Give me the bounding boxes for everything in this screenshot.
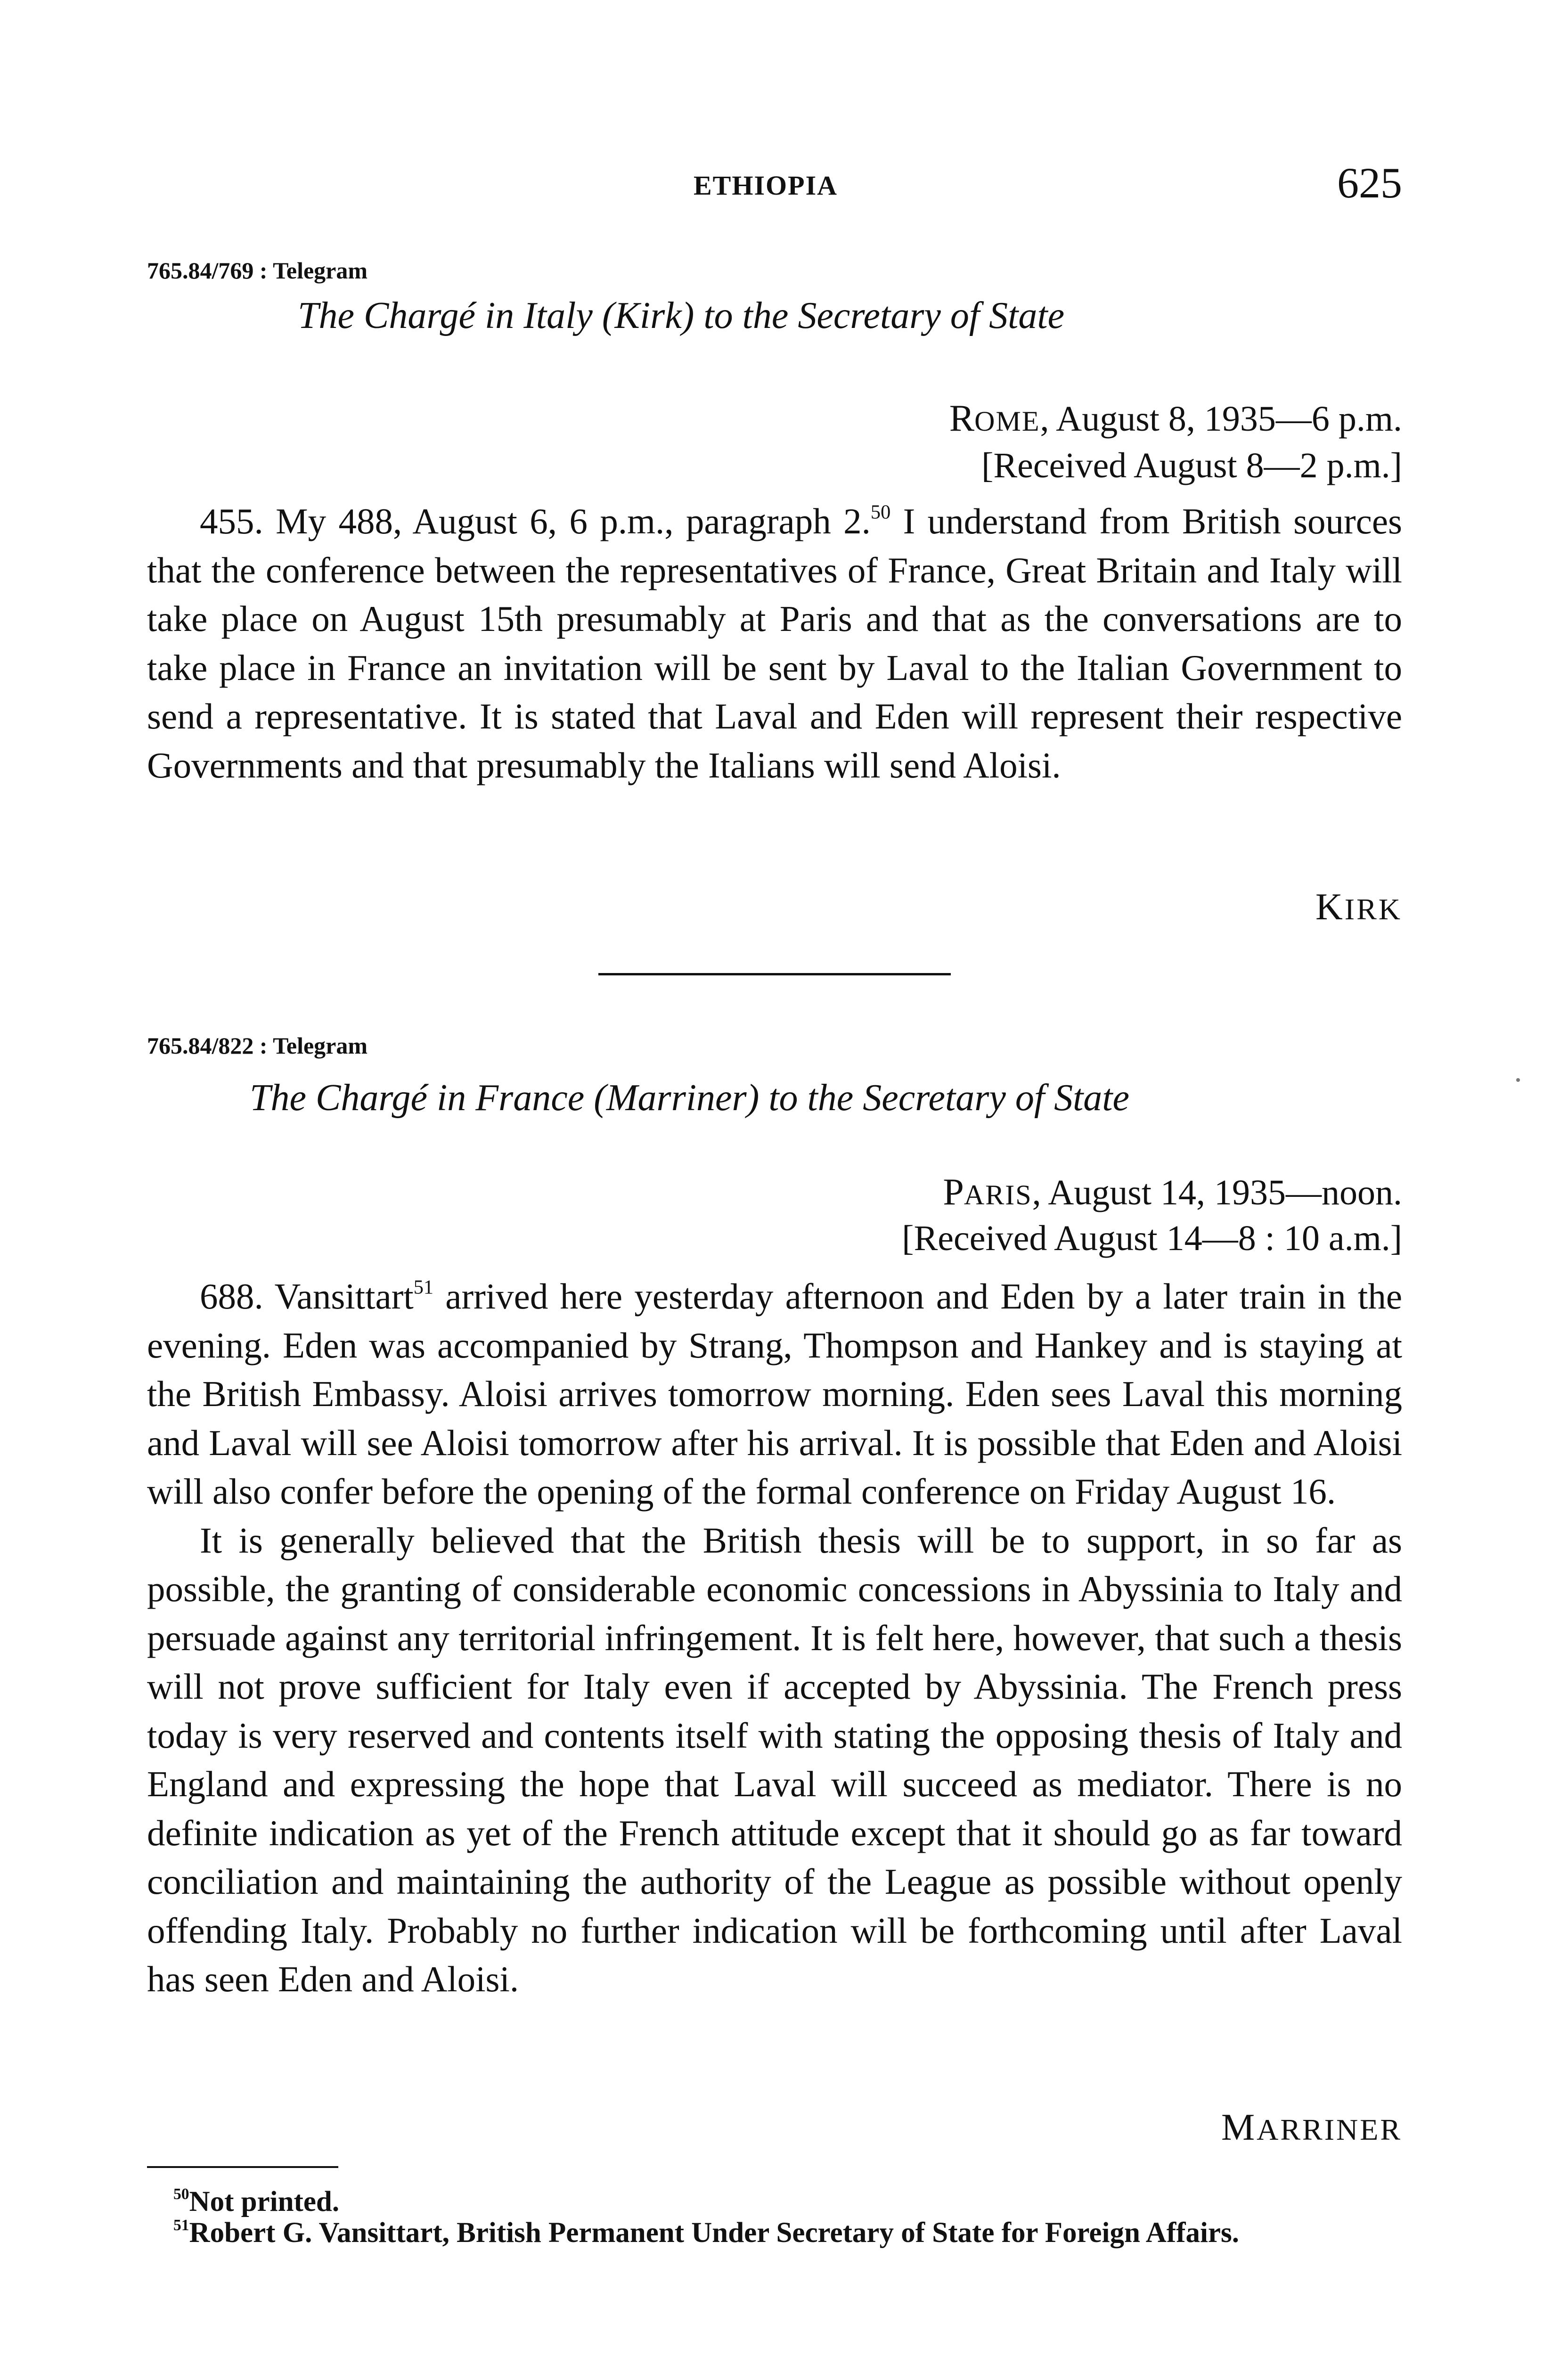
paragraph-lead: 688. Vansittart (200, 1276, 414, 1317)
paragraph (147, 497, 1402, 790)
place-rest: OME (974, 406, 1040, 437)
footnote-ref: 51 (413, 1276, 434, 1299)
place-initial: R (949, 398, 975, 439)
paragraph-text: arrived here yesterday afternoon and Eden by a later train in the evening. Eden was accompanied by Strang, Thompson and Hankey and is staying at the British Embassy. Aloisi arrives tomorrow morning. Eden sees Laval this morning and Laval will see Aloisi tomorrow after his arrival. It is possible that Eden and Aloisi will also confer before the opening of the formal conference on Friday August 16. (147, 1276, 1402, 1512)
footnote (147, 2217, 1402, 2249)
page-speck (1516, 1078, 1520, 1082)
footnote-text: Not printed. (189, 2186, 340, 2217)
footnote-number: 50 (173, 2185, 189, 2203)
file-reference-2: 765.84/822 : Telegram (147, 1032, 368, 1059)
signature-initial: M (1221, 2107, 1257, 2148)
dateline-2 (943, 1171, 1402, 1214)
received-line-1: [Received August 8—2 p.m.] (981, 446, 1402, 485)
document-title-1: The Chargé in Italy (Kirk) to the Secretary of State (298, 295, 1065, 336)
paragraph (147, 1272, 1402, 1516)
signature-2 (1221, 2106, 1402, 2149)
date-text: , August 14, 1935—noon. (1032, 1173, 1402, 1212)
footnotes (147, 2186, 1402, 2249)
telegram-body-2 (147, 1272, 1402, 2004)
paragraph-lead: 455. My 488, August 6, 6 p.m., paragraph 2. (200, 501, 871, 541)
place-initial: P (943, 1171, 964, 1213)
file-reference-1: 765.84/769 : Telegram (147, 257, 368, 284)
dateline-1 (949, 397, 1402, 440)
signature-1 (1315, 886, 1402, 929)
section-separator (598, 973, 951, 975)
signature-initial: K (1315, 886, 1345, 928)
footnote-rule (147, 2166, 338, 2168)
date-text: , August 8, 1935—6 p.m. (1040, 399, 1402, 439)
footnote-text: Robert G. Vansittart, British Permanent Under Secretary of State for Foreign Affairs. (189, 2217, 1239, 2249)
footnote-number: 51 (173, 2216, 189, 2234)
footnote-ref: 50 (870, 501, 891, 524)
telegram-body-1 (147, 497, 1402, 790)
place-rest: ARIS (964, 1179, 1032, 1211)
signature-rest: ARRINER (1257, 2113, 1402, 2146)
document-title-2: The Chargé in France (Marriner) to the Secretary of State (250, 1077, 1130, 1119)
paragraph-text: I understand from British sources that the conference between the representatives of France, Great Britain and Italy will take place on August 15th presumably at Paris and that as the conversations are to take place in France an invitation will be sent by Laval to the Italian Government to send a representative. It is stated that Laval and Eden will represent their respective Governments and that presumably the Italians will send Aloisi. (147, 501, 1402, 785)
page-number: 625 (1337, 159, 1402, 207)
paragraph: It is generally believed that the British thesis will be to support, in so far as possible, the granting of considerable economic concessions in Abyssinia to Italy and persuade against any territorial infringement. It is felt here, however, that such a thesis will not prove sufficient for Italy even if accepted by Abyssinia. The French press today is very reserved and contents itself with stating the opposing thesis of Italy and England and expressing the hope that Laval will succeed as mediator. There is no definite indication as yet of the French attitude except that it should go as far toward conciliation and maintaining the authority of the League as possible without openly offending Italy. Probably no further indication will be forthcoming until after Laval has seen Eden and Aloisi. (147, 1520, 1402, 1999)
footnote (147, 2186, 1402, 2217)
running-head: ETHIOPIA (694, 170, 838, 201)
received-line-2: [Received August 14—8 : 10 a.m.] (902, 1219, 1402, 1258)
signature-rest: IRK (1344, 892, 1402, 926)
